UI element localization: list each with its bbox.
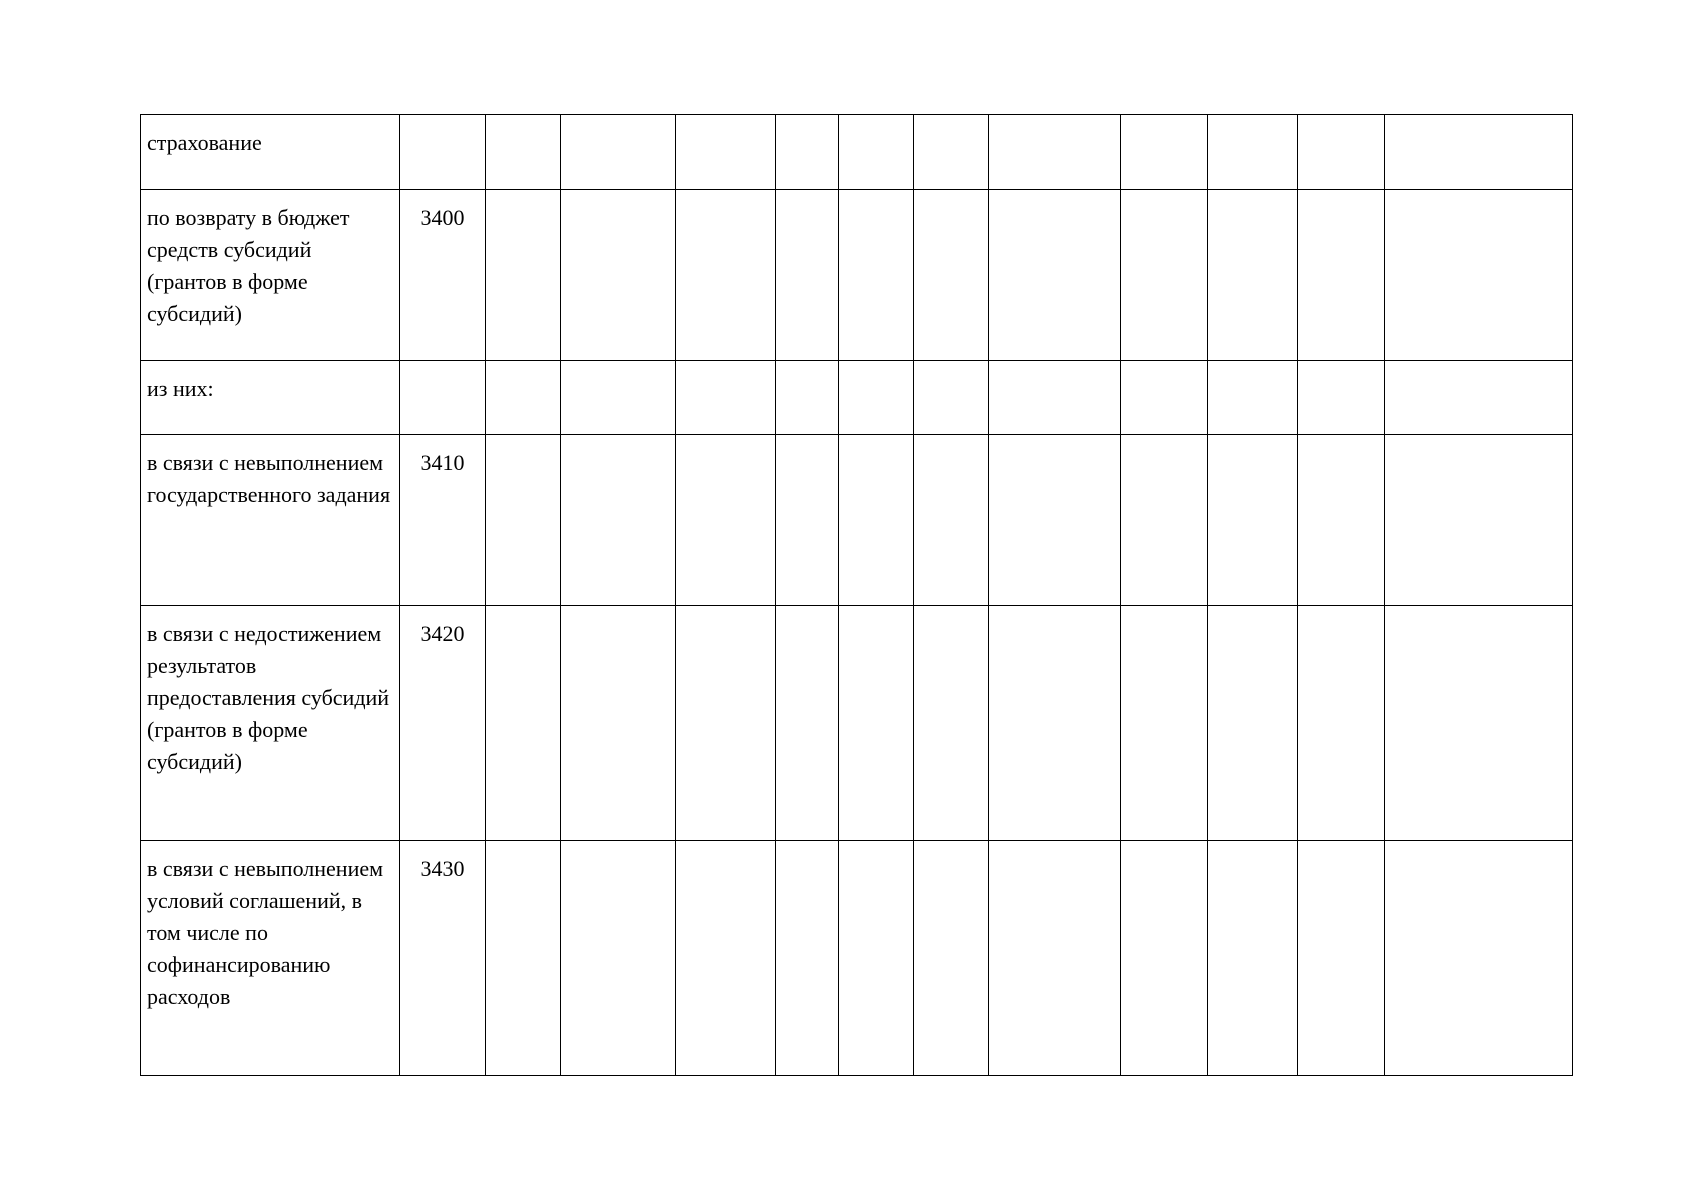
value-cell [839,435,914,606]
value-cell [1298,115,1385,190]
row-label: из них: [141,361,400,435]
value-cell [676,361,776,435]
row-code: 3400 [400,190,486,361]
value-cell [1121,435,1208,606]
value-cell [989,606,1121,841]
value-cell [561,361,676,435]
value-cell [989,115,1121,190]
value-cell [989,361,1121,435]
value-cell [1208,115,1298,190]
value-cell [839,841,914,1076]
report-table [140,114,1573,1076]
row-label: в связи с невыполнением государственного задания [141,435,400,606]
value-cell [1298,361,1385,435]
value-cell [561,190,676,361]
row-code [400,115,486,190]
value-cell [989,190,1121,361]
value-cell [1298,190,1385,361]
value-cell [486,190,561,361]
value-cell [839,606,914,841]
value-cell [486,841,561,1076]
value-cell [676,606,776,841]
value-cell [676,435,776,606]
value-cell [486,435,561,606]
value-cell [486,361,561,435]
value-cell [914,115,989,190]
value-cell [1208,841,1298,1076]
value-cell [776,841,839,1076]
value-cell [561,115,676,190]
value-cell [914,435,989,606]
value-cell [914,841,989,1076]
value-cell [561,606,676,841]
value-cell [989,435,1121,606]
value-cell [1121,361,1208,435]
value-cell [776,606,839,841]
value-cell [914,361,989,435]
value-cell [676,190,776,361]
value-cell [839,190,914,361]
value-cell [1121,190,1208,361]
row-label: по возврату в бюджет средств субсидий (грантов в форме субсидий) [141,190,400,361]
value-cell [1208,435,1298,606]
row-code: 3420 [400,606,486,841]
value-cell [776,190,839,361]
value-cell [1385,606,1573,841]
value-cell [561,435,676,606]
value-cell [1208,361,1298,435]
value-cell [561,841,676,1076]
value-cell [839,115,914,190]
row-code: 3410 [400,435,486,606]
value-cell [776,435,839,606]
table-row [141,606,1573,841]
value-cell [914,190,989,361]
table-row [141,115,1573,190]
table-row [141,435,1573,606]
value-cell [1385,115,1573,190]
value-cell [1208,606,1298,841]
value-cell [676,115,776,190]
row-code [400,361,486,435]
row-label: в связи с невыполнением условий соглашений, в том числе по софинансированию расходов [141,841,400,1076]
table-row [141,841,1573,1076]
value-cell [1298,841,1385,1076]
value-cell [1385,190,1573,361]
table-row [141,361,1573,435]
row-label: страхование [141,115,400,190]
value-cell [1121,115,1208,190]
value-cell [676,841,776,1076]
value-cell [1385,361,1573,435]
value-cell [1121,841,1208,1076]
value-cell [486,115,561,190]
value-cell [914,606,989,841]
value-cell [1121,606,1208,841]
value-cell [1298,606,1385,841]
value-cell [776,115,839,190]
value-cell [839,361,914,435]
value-cell [776,361,839,435]
row-code: 3430 [400,841,486,1076]
value-cell [1208,190,1298,361]
value-cell [989,841,1121,1076]
value-cell [1385,435,1573,606]
table-row [141,190,1573,361]
row-label: в связи с недостижением результатов предоставления субсидий (грантов в форме субсидий) [141,606,400,841]
value-cell [1298,435,1385,606]
value-cell [486,606,561,841]
value-cell [1385,841,1573,1076]
